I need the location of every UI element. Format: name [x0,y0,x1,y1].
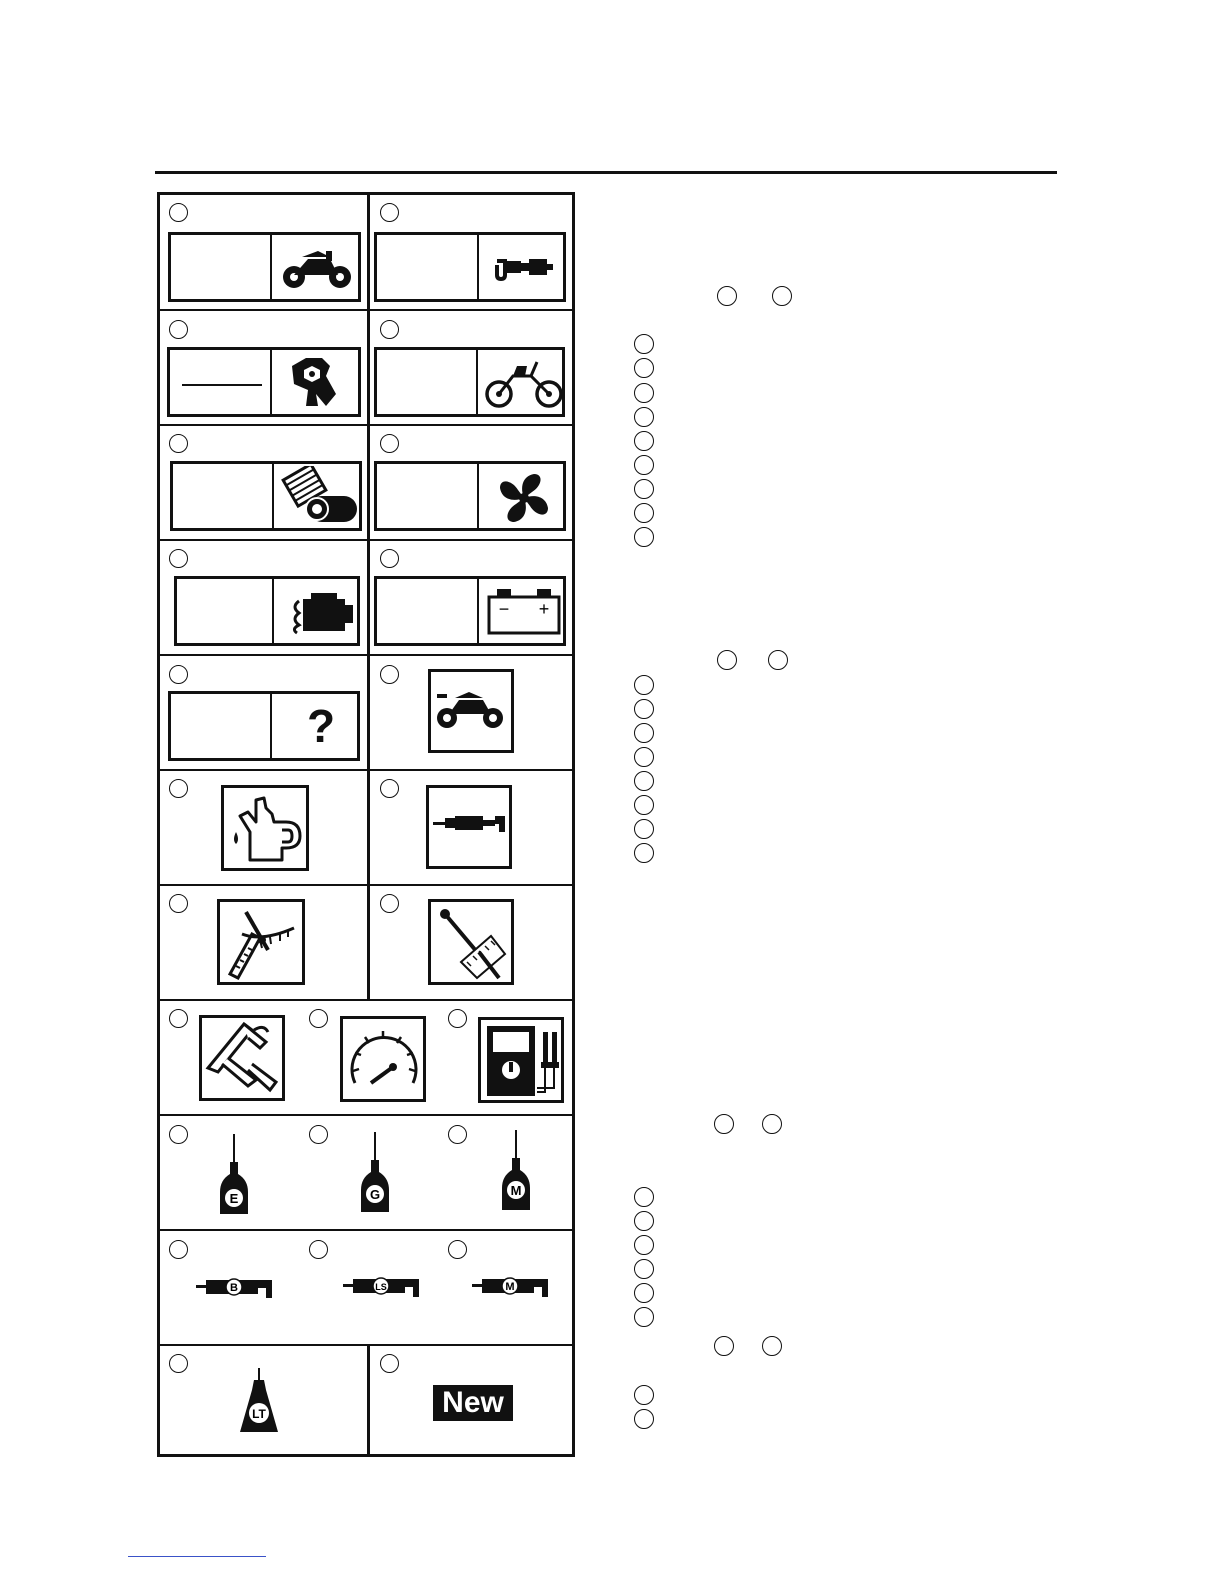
callout-circle [169,665,188,684]
callout-circle [169,779,188,798]
callout-circle [380,1354,399,1373]
section-label-box [170,461,362,531]
callout-circle [634,527,654,547]
callout-circle [768,650,788,670]
callout-circle [634,1283,654,1303]
battery-icon [485,585,563,639]
locktite-icon [238,1368,280,1438]
callout-circle [762,1114,782,1134]
callout-circle [634,383,654,403]
section-label-box [374,347,565,417]
callout-circle [169,1354,188,1373]
callout-circle [309,1125,328,1144]
symbol-row [160,195,572,311]
callout-circle [309,1240,328,1259]
callout-circle [169,434,188,453]
oil-m-icon [500,1130,532,1214]
callout-circle [448,1125,467,1144]
symbol-cell-serviceable [370,656,572,769]
callout-circle [634,1409,654,1429]
framed-symbol [428,899,514,985]
callout-circle [634,1235,654,1255]
grease-gun-icon [431,806,509,846]
callout-circle [634,723,654,743]
symbol-row [160,656,572,771]
callout-circle [169,894,188,913]
section-label-box [174,576,360,646]
grease-b-label: B [230,1282,238,1294]
callout-circle [714,1114,734,1134]
section-label-box [374,461,566,531]
callout-circle [169,320,188,339]
section-label-box [168,691,360,761]
symbol-cell-special-tool [160,886,370,999]
callout-circle [717,286,737,306]
motorcycle-icon [278,245,358,291]
cylinder-icon [275,466,363,528]
callout-circle [169,1125,188,1144]
callout-circle [634,795,654,815]
framed-symbol [199,1015,285,1101]
callout-circle [634,747,654,767]
section-label-box [167,347,361,417]
callout-circle [380,894,399,913]
callout-circle [634,1259,654,1279]
callout-circle [717,650,737,670]
cooling-fan-icon [493,470,555,526]
grease-ls-icon [343,1273,423,1301]
feeler-gauge-icon [222,904,302,982]
oil-can-icon [226,792,306,866]
grease-m-label: M [505,1281,515,1293]
wrench-nut-icon [282,354,356,414]
callout-circle [380,434,399,453]
symbol-cell-lubricant [370,771,572,884]
grease-ls-label: LS [375,1282,387,1292]
callout-circle [634,699,654,719]
symbol-cell-locking-agent [160,1346,370,1454]
engine-icon [285,589,359,637]
symbol-cell-general [160,195,370,309]
callout-circle [634,843,654,863]
framed-symbol [478,1017,564,1103]
multimeter-icon [483,1022,561,1100]
symbol-cell-troubleshooting [160,656,370,769]
callout-circle [169,1009,188,1028]
symbol-row [160,1001,572,1116]
symbol-row [160,1231,572,1346]
symbol-row [160,886,572,1001]
underline-mark [182,384,262,386]
callout-circle [714,1336,734,1356]
grease-m-icon [472,1273,552,1301]
footer-link-line [128,1556,266,1557]
callout-circle [634,479,654,499]
battery-minus-label: − [498,599,510,619]
symbol-cell-periodic-checks [160,311,370,424]
dirt-bike-icon [481,356,565,412]
callout-circle [380,320,399,339]
new-icon: New [433,1385,513,1421]
battery-plus-label: + [538,599,550,619]
oil-e-icon [218,1134,250,1218]
symbol-cell-engine [160,426,370,539]
callout-circle [634,1211,654,1231]
callout-circle [380,779,399,798]
symbol-row [160,771,572,886]
callout-circle [634,1187,654,1207]
callout-circle [634,407,654,427]
framed-symbol [428,669,514,753]
oil-g-label: G [369,1187,381,1202]
oil-g-icon [359,1132,391,1216]
symbol-row [160,541,572,656]
symbol-cell-tightening [370,886,572,999]
symbol-row [160,426,572,541]
callout-circle [634,1385,654,1405]
oil-e-label: E [229,1191,239,1206]
framed-symbol [217,899,305,985]
section-label-box [168,232,361,302]
callout-circle [380,203,399,222]
framed-symbol [340,1016,426,1102]
callout-circle [634,771,654,791]
section-label-box [374,232,566,302]
symbol-cell-specifications [370,195,572,309]
callout-circle [169,549,188,568]
symbol-cell-electrical [370,541,572,654]
callout-circle [634,358,654,378]
callout-circle [309,1009,328,1028]
callout-circle [634,334,654,354]
symbol-row [160,311,572,426]
symbol-row [160,1116,572,1231]
grease-b-icon [196,1274,276,1302]
callout-circle [634,675,654,695]
symbol-cell-fill-fluid [160,771,370,884]
framed-symbol [426,785,512,869]
callout-circle [169,1240,188,1259]
gauge-dial-icon [345,1021,423,1099]
callout-circle [634,1307,654,1327]
torque-wrench-icon [433,904,511,982]
oil-m-label: M [510,1183,522,1198]
symbol-grid [157,192,575,1457]
callout-circle [448,1009,467,1028]
callout-circle [380,549,399,568]
carburetor-icon [491,247,557,287]
header-rule [155,171,1057,174]
callout-circle [634,455,654,475]
framed-symbol [221,785,309,871]
callout-circle [448,1240,467,1259]
callout-circle [634,819,654,839]
callout-circle [169,203,188,222]
callout-circle [772,286,792,306]
section-label-box [374,576,566,646]
symbol-row [160,1346,572,1454]
symbol-cell-chassis [370,311,572,424]
callout-circle [634,431,654,451]
callout-circle [380,665,399,684]
motorcycle-framed-icon [433,686,509,734]
callout-circle [634,503,654,523]
symbol-cell-replace-part [370,1346,572,1454]
symbol-cell-cooling [370,426,572,539]
symbol-cell-fuel-system [160,541,370,654]
vernier-caliper-icon [204,1020,282,1098]
locktite-label: LT [252,1407,266,1421]
question-icon: ? [306,700,336,752]
callout-circle [762,1336,782,1356]
